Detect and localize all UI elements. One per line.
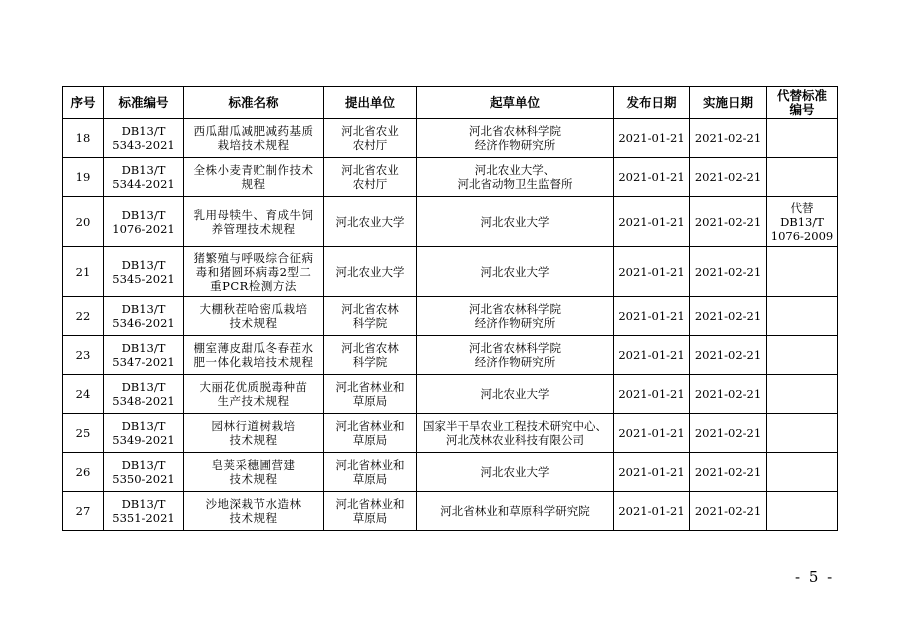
cell-drafter-lines [419,215,611,229]
table-row [63,119,838,158]
table-body [63,119,838,531]
cell-index: 19 [63,158,104,197]
cell-standard-name-lines [186,302,321,330]
cell-drafter-line: 国家半干旱农业工程技术研究中心、 [423,419,607,433]
cell-proposer-lines [326,124,414,152]
cell-standard-name-line: 大丽花优质脱毒种苗 [199,380,308,394]
cell-replaced-standard [767,414,838,453]
cell-drafter-line: 河北省农林科学院 [469,341,561,355]
cell-replaced-standard [767,453,838,492]
cell-implement-date: 2021-02-21 [690,297,767,336]
cell-index: 25 [63,414,104,453]
cell-replaced-standard-line: DB13/T [780,214,824,229]
cell-standard-code-lines [106,458,181,486]
cell-drafter [417,297,614,336]
cell-replaced-standard [767,375,838,414]
cell-drafter-lines [419,465,611,479]
table-row [63,375,838,414]
cell-standard-name-line: 西瓜甜瓜减肥减药基质 [193,124,314,138]
cell-standard-code-lines [106,497,181,525]
cell-standard-code-lines [106,302,181,330]
cell-drafter-line: 河北省林业和草原科学研究院 [440,504,590,518]
cell-drafter-line: 河北农业大学 [480,465,550,479]
cell-drafter [417,375,614,414]
cell-drafter-lines [419,504,611,518]
cell-proposer-line: 农村厅 [352,138,388,152]
header-implement-date: 实施日期 [690,87,767,119]
cell-drafter [417,158,614,197]
cell-drafter [417,197,614,247]
cell-standard-name-lines [186,341,321,369]
header-drafter: 起草单位 [417,87,614,119]
cell-publish-date: 2021-01-21 [614,297,690,336]
cell-drafter-line: 河北农业大学 [480,264,550,279]
table-row [63,414,838,453]
header-replaced-standard [767,87,838,119]
cell-publish-date: 2021-01-21 [614,453,690,492]
cell-proposer-line: 农村厅 [352,177,388,191]
cell-implement-date: 2021-02-21 [690,158,767,197]
cell-standard-code-line: DB13/T [121,419,166,433]
cell-drafter-lines [419,265,611,279]
cell-drafter-line: 河北省农林科学院 [469,302,561,316]
cell-proposer [324,453,417,492]
cell-proposer-lines [326,215,414,229]
cell-replaced-standard [767,119,838,158]
cell-standard-code-line: 5344-2021 [112,177,175,191]
cell-replaced-standard-line: 1076-2009 [770,228,834,243]
cell-standard-name-lines [186,208,321,236]
cell-proposer-lines [326,458,414,486]
cell-standard-code-line: DB13/T [121,163,166,177]
cell-proposer-line: 河北省农林 [341,302,399,316]
cell-standard-code [104,197,184,247]
cell-proposer-line: 河北省农林 [341,341,399,355]
cell-replaced-standard-line: 代替 [790,200,814,215]
cell-standard-name-line: 规程 [241,177,266,191]
cell-proposer-line: 河北省林业和 [335,419,405,433]
cell-drafter-lines [419,387,611,401]
cell-drafter-line: 河北农业大学、 [474,163,556,177]
cell-standard-name-line: 技术规程 [229,472,278,486]
cell-proposer-line: 河北省农业 [341,124,399,138]
cell-proposer-line: 河北省林业和 [335,458,405,472]
cell-proposer [324,119,417,158]
cell-standard-name-line: 园林行道树栽培 [211,419,296,433]
cell-standard-name-lines [186,124,321,152]
cell-standard-code-line: DB13/T [121,302,166,316]
cell-publish-date: 2021-01-21 [614,158,690,197]
cell-drafter-line: 河北农业大学 [480,387,550,401]
cell-drafter [417,453,614,492]
cell-standard-name-line: 毒和猪圆环病毒2型二 [195,264,312,279]
cell-standard-code-lines [106,419,181,447]
cell-implement-date: 2021-02-21 [690,119,767,158]
cell-index: 18 [63,119,104,158]
header-replaced-line-2: 编号 [789,101,815,117]
cell-proposer [324,247,417,297]
cell-implement-date: 2021-02-21 [690,375,767,414]
cell-implement-date: 2021-02-21 [690,197,767,247]
header-publish-date: 发布日期 [614,87,690,119]
cell-standard-code [104,453,184,492]
cell-standard-name-lines [186,419,321,447]
cell-standard-code [104,158,184,197]
table-row [63,158,838,197]
cell-proposer-lines [326,380,414,408]
cell-standard-name-lines [186,458,321,486]
cell-standard-code-line: 5345-2021 [112,271,175,286]
table-row [63,336,838,375]
cell-proposer [324,336,417,375]
cell-standard-name-line: 技术规程 [229,316,278,330]
cell-standard-name-line: 肥一体化栽培技术规程 [193,355,314,369]
cell-standard-code-line: 5350-2021 [112,472,175,486]
cell-proposer-line: 河北农业大学 [335,214,405,229]
cell-standard-code-line: DB13/T [121,207,166,222]
cell-drafter [417,492,614,531]
cell-standard-code [104,414,184,453]
cell-proposer-line: 河北农业大学 [335,264,405,279]
cell-proposer-lines [326,341,414,369]
cell-proposer-line: 科学院 [352,355,388,369]
cell-publish-date: 2021-01-21 [614,492,690,531]
cell-standard-name [184,158,324,197]
cell-standard-name [184,297,324,336]
cell-standard-code-line: DB13/T [121,458,166,472]
cell-standard-name [184,197,324,247]
cell-index: 24 [63,375,104,414]
cell-standard-name-line: 乳用母犊牛、育成牛饲 [193,207,314,222]
cell-standard-name-line: 技术规程 [229,433,278,447]
cell-standard-name [184,336,324,375]
cell-replaced-standard [767,297,838,336]
cell-proposer [324,297,417,336]
header-replaced-line-1: 代替标准 [776,87,827,103]
cell-standard-code [104,336,184,375]
cell-standard-code [104,247,184,297]
cell-proposer-lines [326,419,414,447]
cell-implement-date: 2021-02-21 [690,414,767,453]
cell-proposer-lines [326,163,414,191]
cell-standard-code-lines [106,341,181,369]
cell-standard-name-line: 重PCR检测方法 [210,278,297,293]
cell-proposer-line: 草原局 [352,394,388,408]
cell-standard-name-line: 技术规程 [229,511,278,525]
cell-proposer-line: 河北省林业和 [335,380,405,394]
cell-standard-code-line: 5347-2021 [112,355,175,369]
table-header-row [63,87,838,119]
cell-standard-name-line: 棚室薄皮甜瓜冬春茬水 [193,341,314,355]
cell-standard-name [184,375,324,414]
cell-standard-code-line: DB13/T [121,124,166,138]
cell-index: 22 [63,297,104,336]
cell-standard-code [104,297,184,336]
cell-drafter-lines [419,341,611,369]
cell-standard-code-lines [106,380,181,408]
cell-index: 20 [63,197,104,247]
cell-implement-date: 2021-02-21 [690,492,767,531]
cell-drafter-line: 经济作物研究所 [474,316,556,330]
cell-standard-name-lines [186,163,321,191]
table-row [63,492,838,531]
cell-proposer-line: 草原局 [352,511,388,525]
header-standard-name: 标准名称 [184,87,324,119]
cell-standard-name-lines [186,380,321,408]
cell-standard-name [184,414,324,453]
cell-replaced-standard [767,492,838,531]
cell-index: 26 [63,453,104,492]
cell-standard-code-lines [106,163,181,191]
cell-publish-date: 2021-01-21 [614,414,690,453]
cell-publish-date: 2021-01-21 [614,119,690,158]
cell-proposer [324,158,417,197]
table-row [63,197,838,247]
cell-publish-date: 2021-01-21 [614,336,690,375]
cell-replaced-standard [767,247,838,297]
cell-standard-code [104,119,184,158]
cell-standard-name-lines [186,251,321,293]
cell-drafter [417,336,614,375]
cell-standard-name-line: 全株小麦青贮制作技术 [193,163,314,177]
cell-publish-date: 2021-01-21 [614,197,690,247]
cell-replaced-standard [767,197,838,247]
cell-standard-code-line: 5346-2021 [112,316,175,330]
cell-implement-date: 2021-02-21 [690,336,767,375]
cell-replaced-standard [767,158,838,197]
cell-standard-code-line: DB13/T [121,257,166,272]
cell-drafter-line: 河北农业大学 [480,214,550,229]
cell-drafter [417,119,614,158]
cell-standard-name-lines [186,497,321,525]
cell-index: 23 [63,336,104,375]
cell-standard-code [104,375,184,414]
cell-proposer-line: 草原局 [352,433,388,447]
cell-drafter [417,247,614,297]
cell-drafter [417,414,614,453]
cell-standard-name-line: 养管理技术规程 [211,221,296,236]
cell-proposer [324,375,417,414]
cell-drafter-lines [419,124,611,152]
cell-standard-name [184,119,324,158]
header-index: 序号 [63,87,104,119]
cell-standard-name [184,453,324,492]
cell-replaced-standard-lines [769,201,835,243]
cell-proposer-lines [326,302,414,330]
table-row [63,453,838,492]
cell-standard-name [184,492,324,531]
cell-replaced-standard [767,336,838,375]
cell-standard-name-line: 沙地深栽节水造林 [205,497,302,511]
cell-proposer-line: 河北省农业 [341,163,399,177]
cell-proposer [324,197,417,247]
cell-drafter-lines [419,302,611,330]
cell-standard-code-lines [106,124,181,152]
cell-standard-name-line: 大棚秋茬哈密瓜栽培 [199,302,308,316]
cell-drafter-line: 经济作物研究所 [474,138,556,152]
cell-drafter-lines [419,163,611,191]
cell-drafter-line: 河北省农林科学院 [469,124,561,138]
cell-publish-date: 2021-01-21 [614,247,690,297]
cell-standard-name-line: 栽培技术规程 [217,138,290,152]
cell-standard-name-line: 皂荚采穗圃营建 [211,458,296,472]
cell-proposer [324,492,417,531]
cell-standard-code-line: DB13/T [121,341,166,355]
cell-drafter-line: 经济作物研究所 [474,355,556,369]
cell-standard-name-line: 猪繁殖与呼吸综合征病 [193,250,314,265]
header-replaced-lines [769,89,835,117]
cell-standard-name-line: 生产技术规程 [217,394,290,408]
standards-table [62,86,838,531]
cell-publish-date: 2021-01-21 [614,375,690,414]
cell-proposer-line: 科学院 [352,316,388,330]
cell-standard-code-lines [106,258,181,286]
cell-standard-code-line: DB13/T [121,380,166,394]
cell-standard-code-lines [106,208,181,236]
cell-index: 27 [63,492,104,531]
cell-standard-code [104,492,184,531]
cell-standard-name [184,247,324,297]
cell-standard-code-line: 5351-2021 [112,511,175,525]
cell-proposer-line: 草原局 [352,472,388,486]
cell-standard-code-line: 5349-2021 [112,433,175,447]
cell-implement-date: 2021-02-21 [690,247,767,297]
cell-drafter-line: 河北省动物卫生监督所 [457,177,573,191]
cell-proposer-lines [326,497,414,525]
cell-proposer-lines [326,265,414,279]
table-row [63,247,838,297]
cell-implement-date: 2021-02-21 [690,453,767,492]
cell-drafter-line: 河北茂林农业科技有限公司 [446,433,584,447]
cell-index: 21 [63,247,104,297]
cell-proposer [324,414,417,453]
page-number: - 5 - [795,568,835,586]
cell-drafter-lines [419,419,611,447]
cell-standard-code-line: 5348-2021 [112,394,175,408]
header-standard-code: 标准编号 [104,87,184,119]
cell-standard-code-line: 1076-2021 [112,221,175,236]
cell-standard-code-line: 5343-2021 [112,138,175,152]
cell-standard-code-line: DB13/T [121,497,166,511]
table-row [63,297,838,336]
header-proposer: 提出单位 [324,87,417,119]
cell-proposer-line: 河北省林业和 [335,497,405,511]
